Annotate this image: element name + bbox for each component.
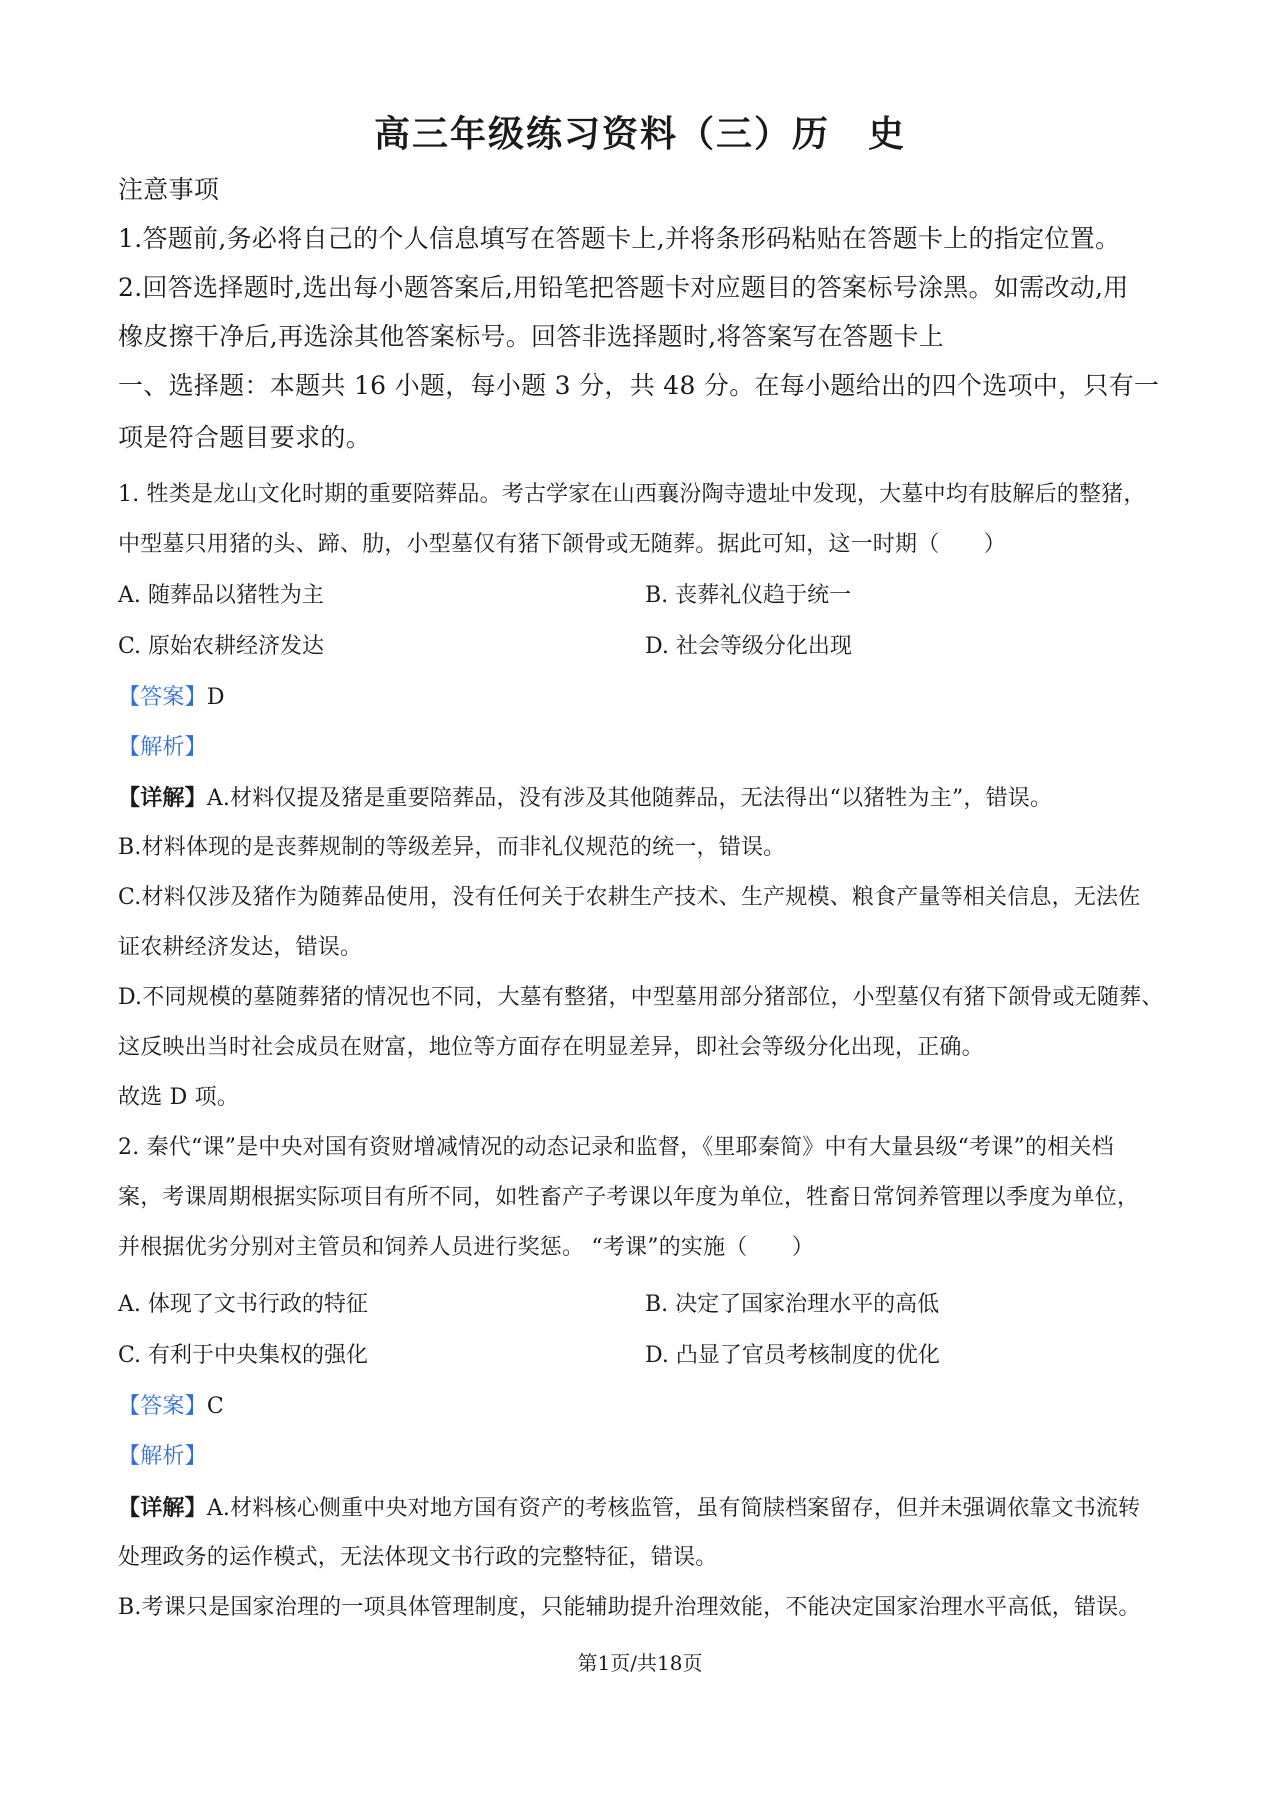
- q2-option-b: B. 决定了国家治理水平的高低: [645, 1292, 940, 1317]
- q1-option-b: B. 丧葬礼仪趋于统一: [645, 583, 852, 608]
- q2-analysis-tag: 【解析】: [118, 1444, 207, 1469]
- q2-option-a: A. 体现了文书行政的特征: [118, 1292, 368, 1317]
- q2-option-c: C. 有利于中央集权的强化: [118, 1343, 369, 1368]
- q1-detail-tag: 【详解】: [118, 785, 207, 811]
- q2-detail-line-2: 处理政务的运作模式，无法体现文书行政的完整特征，错误。: [118, 1545, 718, 1570]
- q1-answer: [118, 673, 1180, 723]
- section-heading-line-1: 一、选择题：本题共 16 小题，每小题 3 分，共 48 分。在每小题给出的四个选项中，只有一: [118, 371, 1160, 400]
- section-heading-line-2: 项是符合题目要求的。: [118, 423, 372, 452]
- q2-answer-tag: 【答案】: [118, 1394, 207, 1419]
- q1-detail-line-5: D.不同规模的墓随葬猪的情况也不同，大墓有整猪，中型墓用部分猪部位，小型墓仅有猪下颌骨或无随葬、: [118, 985, 1164, 1010]
- q1-detail-text-1: A.材料仅提及猪是重要陪葬品，没有涉及其他随葬品，无法得出“以猪牲为主”，错误。: [206, 786, 1053, 811]
- q2-answer-value: C: [206, 1394, 224, 1419]
- q2-answer: [118, 1382, 1180, 1432]
- q2-option-d: D. 凸显了官员考核制度的优化: [645, 1343, 940, 1368]
- page-footer: 第1页/共18页: [577, 1651, 703, 1675]
- notice-line-2: 2.回答选择题时,选出每小题答案后,用铅笔把答题卡对应题目的答案标号涂黑。如需改动,用: [118, 273, 1129, 302]
- q1-conclusion: 故选 D 项。: [118, 1085, 240, 1110]
- q1-analysis-tag: 【解析】: [118, 735, 207, 760]
- q1-stem-line-2: 中型墓只用猪的头、蹄、肋，小型墓仅有猪下颌骨或无随葬。据此可知，这一时期（ ）: [118, 532, 1007, 557]
- q1-answer-value: D: [206, 685, 225, 710]
- q2-stem-line-3: 并根据优劣分别对主管员和饲养人员进行奖惩。 “考课”的实施（ ）: [118, 1235, 815, 1260]
- notice-line-1: 1.答题前,务必将自己的个人信息填写在答题卡上,并将条形码粘贴在答题卡上的指定位置。: [118, 224, 1121, 253]
- q1-detail-line-6: 这反映出当时社会成员在财富，地位等方面存在明显差异，即社会等级分化出现，正确。: [118, 1035, 984, 1060]
- q1-detail-line-2: B.材料体现的是丧葬规制的等级差异，而非礼仪规范的统一，错误。: [118, 835, 786, 860]
- q2-detail-line-3: B.考课只是国家治理的一项具体管理制度，只能辅助提升治理效能，不能决定国家治理水平高低，错误。: [118, 1595, 1141, 1620]
- page-title: 高三年级练习资料（三）历 史: [373, 113, 906, 155]
- q1-detail-line-4: 证农耕经济发达，错误。: [118, 935, 363, 960]
- q2-detail-tag: 【详解】: [118, 1495, 207, 1521]
- q2-detail-text-1: A.材料核心侧重中央对地方国有资产的考核监管，虽有简牍档案留存，但并未强调依靠文书流转: [206, 1496, 1141, 1521]
- q2-stem-line-1: 2. 秦代“课”是中央对国有资财增减情况的动态记录和监督，《里耶秦简》中有大量县级“考课”的相关档: [118, 1135, 1114, 1160]
- notice-heading: 注意事项: [118, 175, 220, 204]
- q1-option-d: D. 社会等级分化出现: [645, 634, 852, 659]
- q1-answer-tag: 【答案】: [118, 685, 207, 710]
- q1-detail-line-3: C.材料仅涉及猪作为随葬品使用，没有任何关于农耕生产技术、生产规模、粮食产量等相关信息，无法佐: [118, 885, 1141, 910]
- q1-stem-line-1: 1. 牲类是龙山文化时期的重要陪葬品。考古学家在山西襄汾陶寺遗址中发现，大墓中均有肢解后的整猪，: [118, 482, 1146, 507]
- q2-stem-line-2: 案，考课周期根据实际项目有所不同，如牲畜产子考课以年度为单位，牲畜日常饲养管理以季度为单位，: [118, 1185, 1140, 1210]
- notice-line-3: 橡皮擦干净后,再选涂其他答案标号。回答非选择题时,将答案写在答题卡上: [118, 322, 945, 351]
- q1-option-a: A. 随葬品以猪牲为主: [118, 583, 324, 608]
- q1-detail-line-1: [118, 773, 1180, 824]
- q2-detail-line-1: [118, 1483, 1180, 1534]
- q1-option-c: C. 原始农耕经济发达: [118, 634, 325, 659]
